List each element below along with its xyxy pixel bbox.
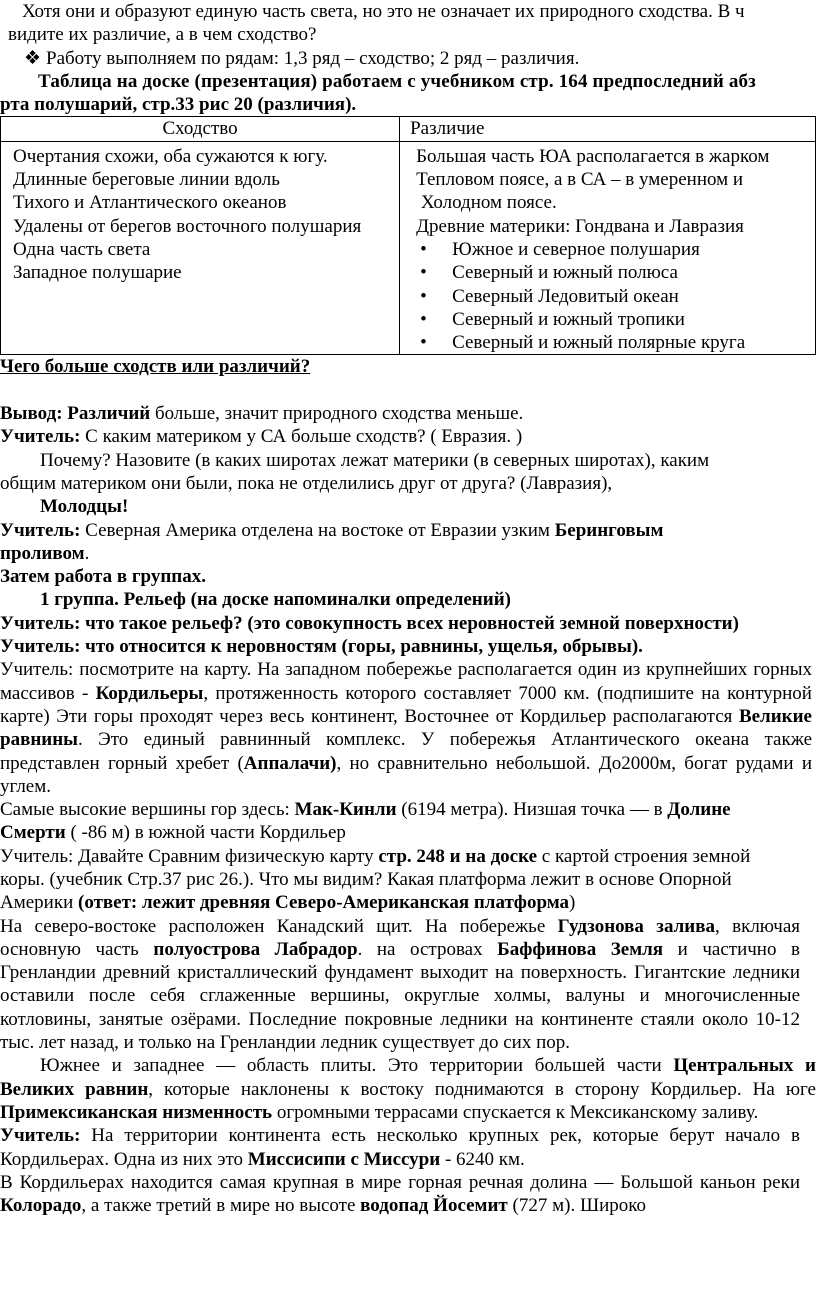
question-relief: Учитель: что такое рельеф? (это совокупность всех неровностей земной поверхности) [0, 612, 739, 634]
p2-bold-death: Смерти [0, 822, 66, 844]
similarity-item: Очертания схожи, оба сужаются к югу. [13, 145, 328, 167]
p1-bold-great-plains: Великие равнины [0, 705, 812, 751]
strait-word: проливом [0, 542, 85, 564]
p4-bold-baffin: Баффинова Земля [497, 938, 664, 960]
table-heading-a: Таблица на доске (презентация) работаем с учебником стр. 164 предпоследний абз [38, 70, 756, 92]
p2-bold-valley: Долине [667, 799, 731, 821]
paragraph-compare-2: коры. (учебник Стр.37 рис 26.). Что мы видим? Какая платформа лежит в основе Опорной [0, 868, 732, 890]
group-1-heading: 1 группа. Рельеф (на доске напоминалки определений) [40, 589, 511, 611]
p1-bold-appalachians: Аппалачи) [243, 752, 337, 774]
period: . [84, 542, 90, 564]
similarity-item: Длинные береговые линии вдоль [13, 169, 280, 191]
intro-line-2: видите их различие, а в чем сходство? [8, 24, 317, 46]
p5-bold-plains: Центральных и Великих равнин [0, 1055, 816, 1100]
similarity-cell [1, 141, 400, 355]
why-line-1: Почему? Назовите (в каких широтах лежат материки (в северных широтах), каким [40, 449, 710, 471]
p7-bold-colorado: Колорадо [0, 1195, 82, 1217]
teacher-line-2b [0, 542, 816, 565]
paragraph-canyon [0, 1171, 800, 1218]
p7-text-c: , а также третий в мире но высоте [81, 1195, 361, 1217]
p3-text-c: с картой строения земной [537, 845, 751, 867]
p7-text-a: В Кордильерах находится самая крупная в мире горная речная долина — Большой каньон реки [0, 1171, 800, 1193]
teacher-text-2: Северная Америка отделена на востоке от Евразии узким [80, 519, 555, 541]
blank-line [0, 379, 816, 402]
p1-text-d: . Это единый равнинный комплекс. У побережья Атлантического океана также представлен горный хребет ( [0, 729, 812, 774]
p3-text-e: ) [569, 892, 576, 914]
table-header-row [1, 117, 816, 141]
p3-text-a: Учитель: Давайте Сравним физическую карту [0, 845, 379, 867]
p7-bold-yosemite: водопад Йосемит [360, 1195, 508, 1217]
table-heading-b: рта полушарий, стр.33 рис 20 (различия). [0, 94, 357, 116]
p2-text-d: ( -86 м) в южной части Кордильер [65, 822, 346, 844]
p1-bold-cordilleras: Кордильеры [95, 682, 204, 704]
p1-text-a: Учитель: посмотрите на карту. На западном побережье располагается один из крупнейших горных массивов - [0, 659, 812, 704]
similarity-item: Тихого и Атлантического океанов [13, 192, 287, 214]
p1-text-c: , протяженность которого составляет 7000 км. (подпишите на контурной карте) Эти горы проходят через весь континент, Восточнее от Кордильер располагаются [0, 682, 812, 727]
comparison-table [0, 116, 816, 355]
groups-heading: Затем работа в группах. [0, 566, 206, 588]
p4-bold-hudson: Гудзонова залива [557, 915, 715, 937]
similarity-item: Западное полушарие [13, 262, 182, 284]
well-done: Молодцы! [40, 496, 129, 518]
paragraph-plates [0, 1054, 816, 1124]
teacher-label: Учитель: [0, 426, 81, 448]
header-similarity: Сходство [1, 117, 400, 141]
conclusion-text: больше, значит природного сходства меньше. [150, 403, 524, 425]
conclusion-label: Вывод: Различий [0, 403, 151, 425]
p4-text-c: , включая основную часть [0, 915, 800, 960]
paragraph-compare-3 [0, 891, 816, 914]
p2-text-c: (6194 метра). Низшая точка — в [396, 799, 668, 821]
p5-text-a: Южнее и западнее — область плиты. Это территории большей части [40, 1055, 674, 1077]
paragraph-compare-1 [0, 845, 816, 868]
bering-word: Беринговым [554, 519, 664, 541]
difference-bullet: • Северный и южный полярные круга [400, 331, 815, 354]
p4-bold-labrador: полуострова Лабрадор [153, 938, 358, 960]
difference-bullet: • Северный и южный полюса [400, 261, 815, 284]
p4-text-a: На северо-востоке расположен Канадский щит. На побережье [0, 915, 558, 937]
paragraph-canadian-shield [0, 915, 800, 1055]
teacher-label: Учитель: [0, 519, 81, 541]
paragraph-rivers [0, 1124, 800, 1171]
teacher-line-2 [0, 519, 816, 542]
difference-bullet: • Южное и северное полушария [400, 238, 815, 261]
p2-bold-mckinley: Мак-Кинли [294, 799, 397, 821]
difference-bullet: • Северный Ледовитый океан [400, 285, 815, 308]
question-uneven: Учитель: что относится к неровностям (горы, равнины, ущелья, обрывы). [0, 636, 643, 658]
p5-text-d: огромными террасами спускается к Мексиканскому заливу. [272, 1101, 759, 1123]
difference-cell [400, 141, 816, 355]
teacher-label: Учитель: [0, 1125, 81, 1147]
p5-bold-lowland: Примексиканская низменность [0, 1101, 273, 1123]
p5-text-c: , которые наклонены к востоку поднимаются в сторону Кордильер. На юге [148, 1078, 816, 1100]
p1-text-e: , но сравнительно небольшой. До2000м, богат рудами и углем. [0, 752, 812, 797]
paragraph-peaks-1 [0, 798, 816, 821]
p7-text-d: (727 м). Широко [507, 1195, 647, 1217]
teacher-line-1 [0, 425, 816, 448]
p3-bold-page: стр. 248 и на доске [378, 845, 538, 867]
paragraph-peaks-2 [0, 821, 816, 844]
p4-text-d: . на островах [357, 938, 498, 960]
p6-bold-mississippi: Миссисипи с Миссури [247, 1148, 441, 1170]
p4-text-e: и частично в Гренландии древний кристаллический фундамент выходит на поверхность. Гигантские ледники оставили после себя сглаженные вершины, округлые холмы, валуны и многочисленные котловины, занятые озёрами. Последние покровные ледники на континенте стаяли около 10-12 тыс. лет назад, и только на Гренландии ледник существует до сих пор. [0, 938, 800, 1054]
difference-item: Большая часть ЮА располагается в жарком [416, 145, 770, 167]
similarity-item: Одна часть света [13, 238, 151, 260]
paragraph-cordilleras [0, 658, 812, 798]
p3-text-d: Америки [0, 892, 78, 914]
conclusion-line [0, 402, 816, 425]
difference-item: Тепловом поясе, а в СА – в умеренном и [416, 169, 744, 191]
p6-text-d: - 6240 км. [440, 1148, 525, 1170]
difference-bullet: • Северный и южный тропики [400, 308, 815, 331]
table-body-row [1, 141, 816, 355]
why-line-2: общим материком они были, пока не отделились друг от друга? (Лавразия), [0, 472, 613, 494]
similarity-item: Удалены от берегов восточного полушария [13, 215, 362, 237]
teacher-text-1: С каким материком у СА больше сходств? ( Евразия. ) [80, 426, 523, 448]
p6-text-c: На территории континента есть несколько крупных рек, которые берут начало в Кордильерах. Одна из них это [0, 1125, 800, 1170]
p2-text-a: Самые высокие вершины гор здесь: [0, 799, 295, 821]
diamond-bullet-icon: ❖ [24, 47, 42, 69]
question-heading: Чего больше сходств или различий? [0, 356, 311, 378]
header-difference: Различие [400, 117, 816, 141]
intro-line-1: Хотя они и образуют единую часть света, но это не означает их природного сходства. В ч [22, 1, 745, 22]
intro-line-3-text: Работу выполняем по рядам: 1,3 ряд – сходство; 2 ряд – различия. [46, 47, 580, 69]
p3-bold-answer: (ответ: лежит древняя Северо-Американская платформа [78, 892, 570, 914]
difference-item: Холодном поясе. [416, 192, 557, 214]
difference-item: Древние материки: Гондвана и Лавразия [416, 215, 744, 237]
intro-line-3 [24, 47, 816, 70]
